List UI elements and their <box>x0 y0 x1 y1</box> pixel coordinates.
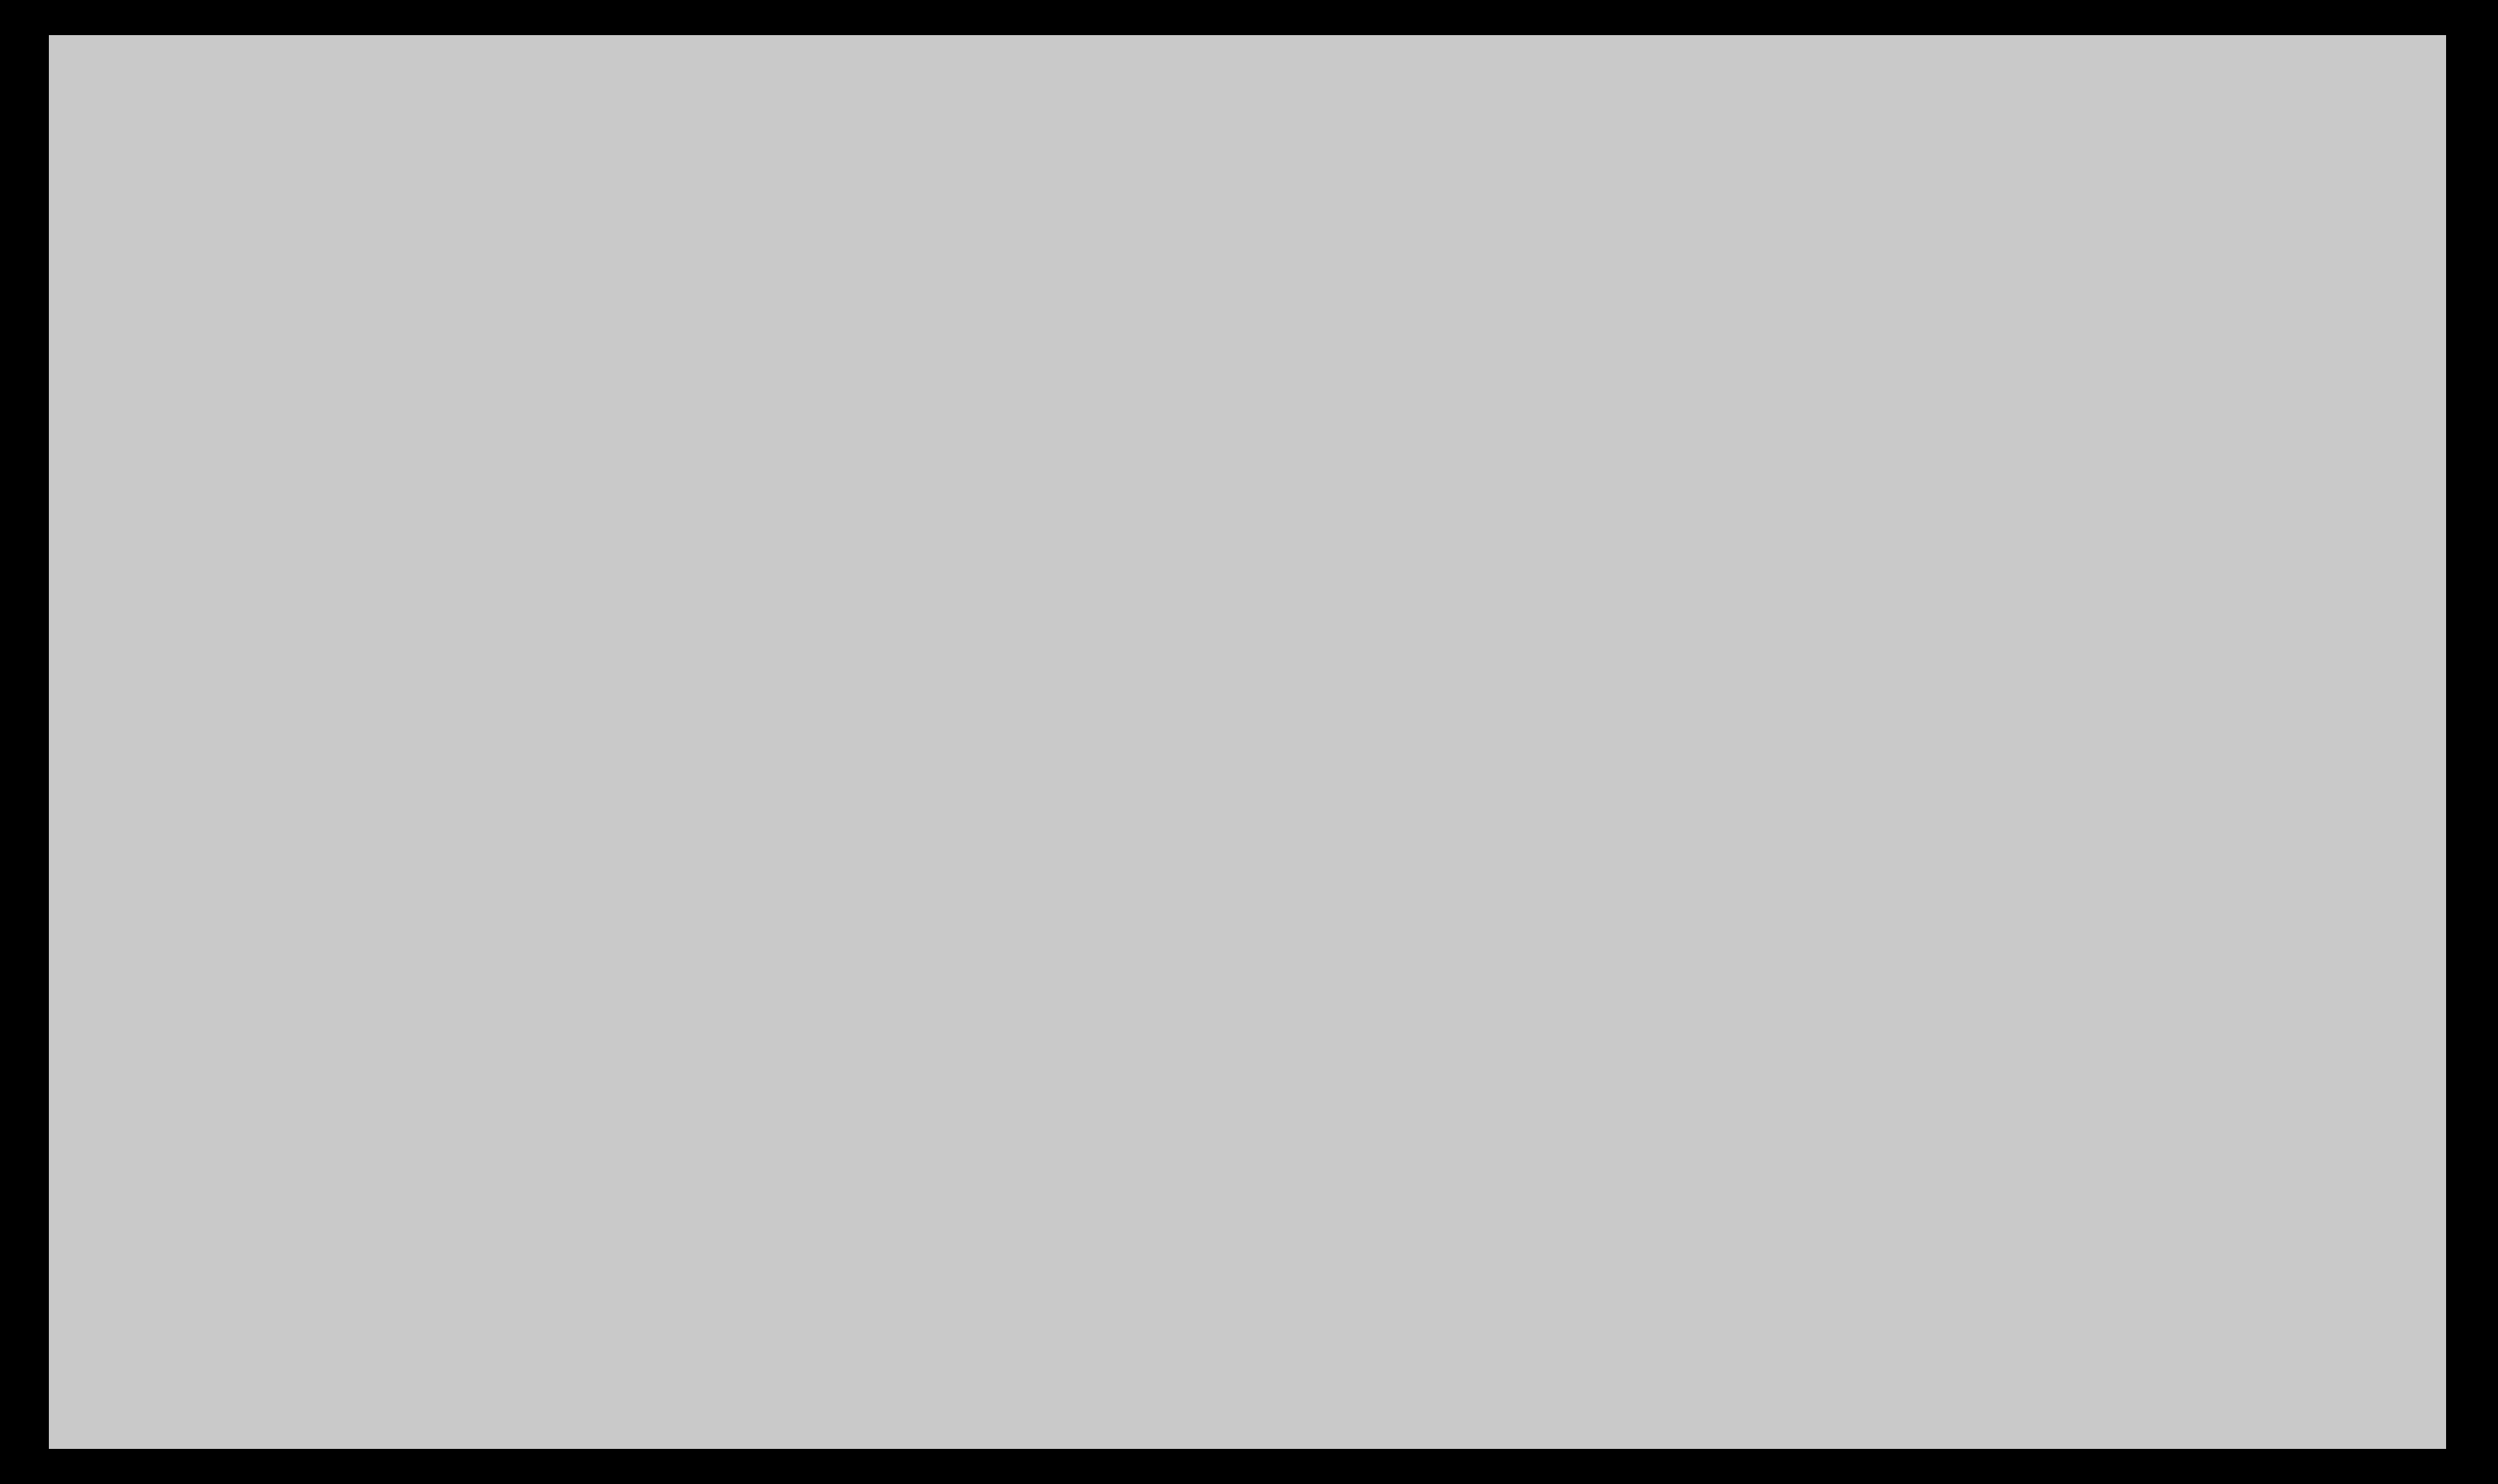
census-card <box>49 35 2446 1449</box>
